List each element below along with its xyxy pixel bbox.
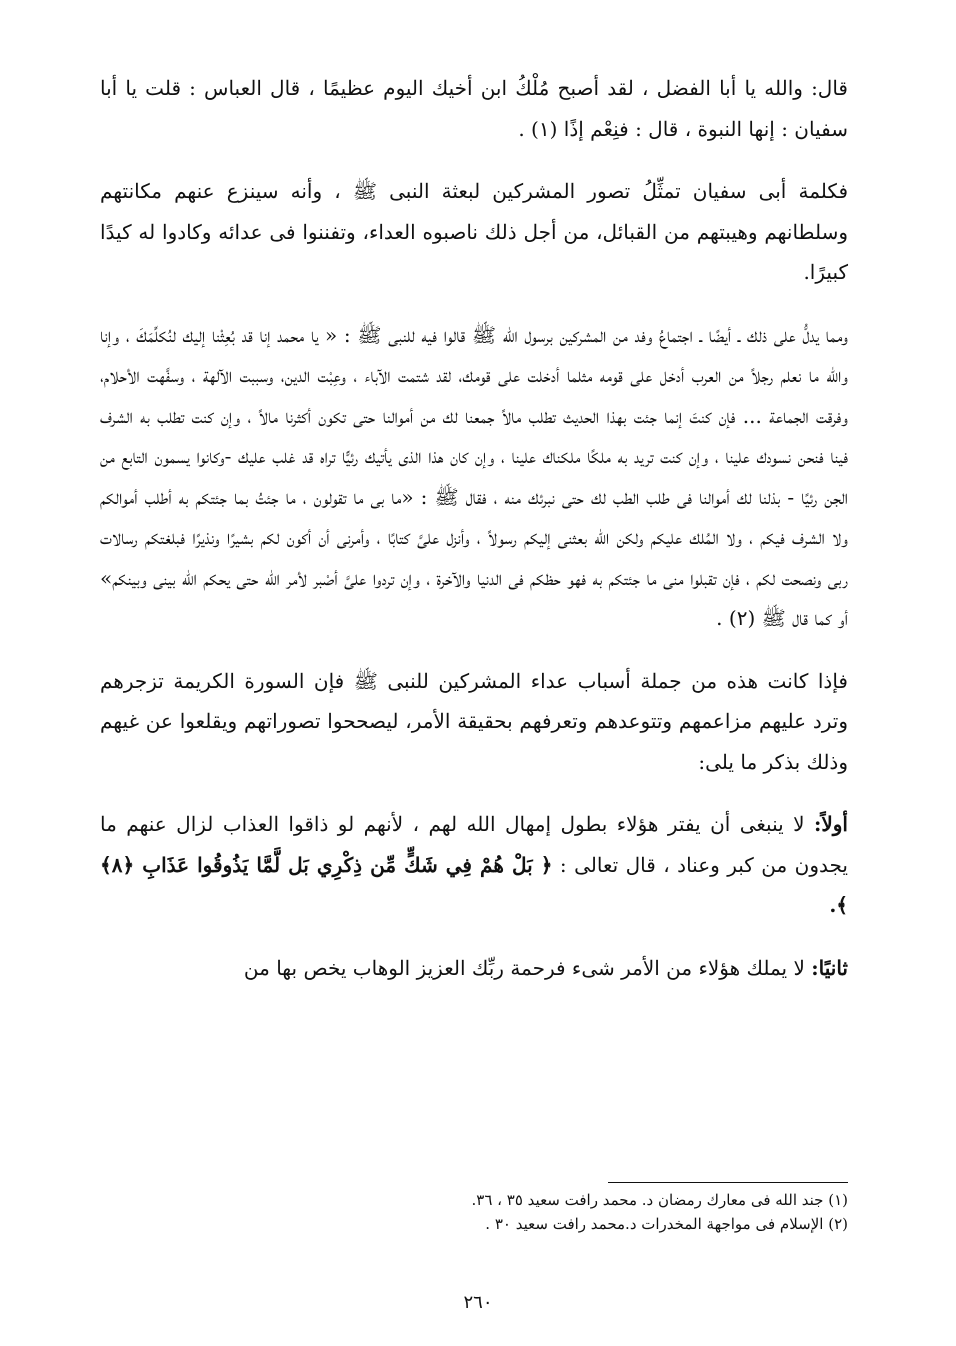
paragraph-1: قال: والله يا أبا الفضل ، لقد أصبح مُلْكُ ابن أخيك اليوم عظيمًا ، قال العباس : قلت يا أبا سفيان : إنها النبوة ، قال : فنِعْم إذًا (١) . <box>100 76 848 141</box>
paragraph-4: فإذا كانت هذه من جملة أسباب عداء المشركين للنبى ﷺ فإن السورة الكريمة تزجرهم وترد عليهم مزاعمهم وتتوعدهم وتعرفهم بحقيقة الأمر، ليصححوا تصوراتهم ويقلعوا عن غيهم وذلك بذكر ما يلى: <box>100 668 848 774</box>
page-number: ٢٦٠ <box>463 1292 493 1313</box>
point-one-text: لا ينبغى أن يفتر هؤلاء بطول إمهال الله لهم ، لأنهم لو ذاقوا العذاب لزال عنهم ما يجدون من كبر وعناد ، قال تعالى : <box>100 812 848 877</box>
footnote-2: (٢) الإسلام فى مواجهة المخدرات د.محمد رافت سعيد ٣٠ . <box>485 1215 848 1233</box>
quran-verse: ﴿ بَلْ هُمْ فِي شَكٍّ مِّن ذِكْرِي بَل لَّمَّا يَذُوقُوا عَذَابِ ﴿٨﴾ ﴾. <box>100 852 848 917</box>
footnotes <box>300 1188 848 1236</box>
footnote-divider <box>608 1182 848 1183</box>
footnote-1: (١) جند الله فى معارك رمضان د. محمد رافت سعيد ٣٥ ، ٣٦. <box>471 1191 848 1209</box>
point-two-label: ثانيًا: <box>811 955 848 980</box>
body-text <box>100 68 848 988</box>
point-one-label: أولاً: <box>813 812 848 836</box>
paragraph-3: ومما يدلُّ على ذلك ـ أيضًا ـ اجتماعُ وفد من المشركين برسول الله ﷺ قالوا فيه للنبى ﷺ : « يا محمد إنا قد بُعِثْنا إليك لنُكلِّمَكَ ، وإنا والله ما نعلم رجلاً من العرب أدخل على قومه مثلما أدخلت على قومك، لقد شتمت الآباء ، وعِبْت الدين، وسببت الآلهة ، وسفَّهت الأحلام، وفرقت الجماعة ... فإن كنتَ إنما جئت بهذا الحديث تطلب مالاً جمعنا لك من أموالنا حتى تكون أكثرنا مالاً ، وإن كنت تطلب به الشرف فينا فنحن نسودك علينا ، وإن كنت تريد به ملكًا ملكناك علينا ، وإن كان هذا الذى يأتيك رئيًّا تراه قد غلب عليك -وكانوا يسمون التابع من الجن رئيًا - بذلنا لك أموالنا فى طلب الطب لك حتى نبرئك منه ، فقال ﷺ : «ما بى ما تقولون ، ما جئتُ بما جئتكم به أطلب أموالكم ولا الشرف فيكم ، ولا المُلك عليكم ولكن الله بعثنى إليكم رسولاً ، وأنزل علىَّ كتابًا ، وأمرنى أن أكون لكم بشيرًا ونذيرًا فبلغتكم رسالات ربى ونصحت لكم ، فإن تقبلوا منى ما جئتكم به فهو حظكم فى الدنيا والآخرة ، وإن تردوا علىَّ أصْبر لأمر الله حتى يحكم الله بينى وبينكم» أو كما قال ﷺ (٢) . <box>100 322 848 630</box>
point-two-text: لا يملك هؤلاء من الأمر شىء فرحمة ربِّك العزيز الوهاب يخص بها من <box>243 955 812 980</box>
point-two-paragraph <box>100 948 848 989</box>
point-one-paragraph <box>100 804 848 926</box>
paragraph-2: فكلمة أبى سفيان تمثِّلُ تصور المشركين لبعثة النبى ﷺ ، وأنه سينزع عنهم مكانتهم وسلطانهم وهيبتهم من القبائل، من أجل ذلك ناصبوه العداء، وتفننوا فى عدائه وكادوا له كيدًا كبيرًا. <box>100 179 848 284</box>
